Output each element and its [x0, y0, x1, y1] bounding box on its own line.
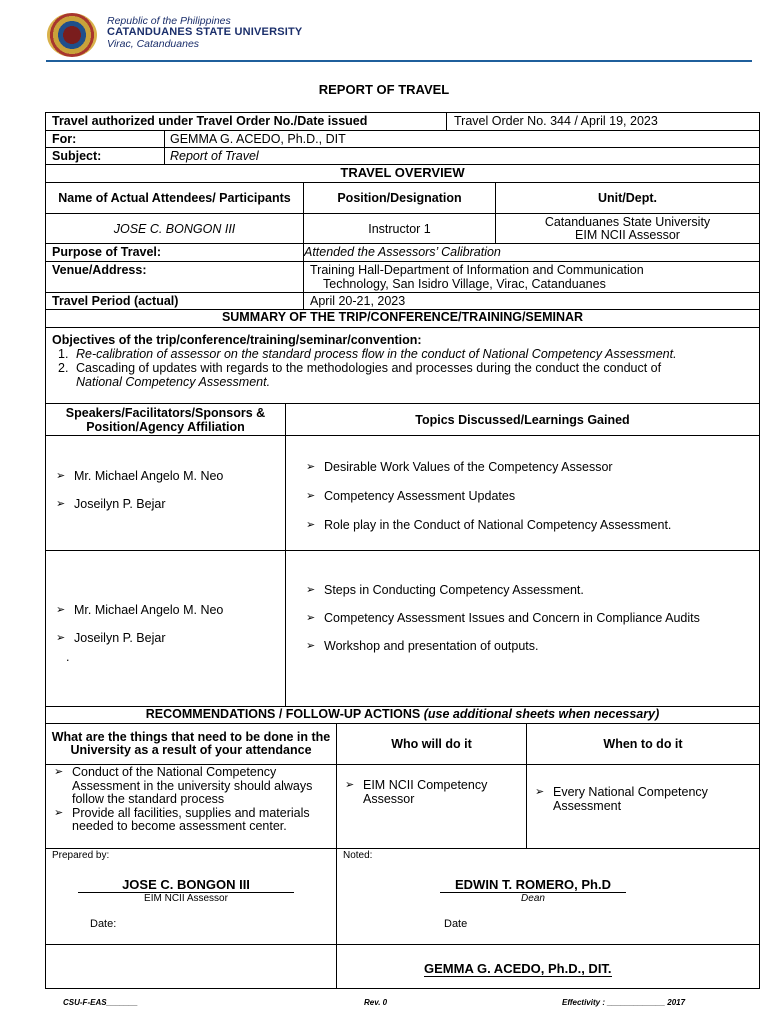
objectives-label: Objectives of the trip/conference/training/seminar/convention: — [52, 333, 422, 347]
block2-topics — [285, 551, 759, 706]
what-item: ➢ Provide all facilities, supplies and materials needed to become assessment center. — [54, 807, 326, 834]
what-item: ➢ Conduct of the National Competency Assessment in the university should always follow the standard process — [54, 766, 326, 807]
block2-speakers — [46, 551, 285, 706]
subject-label: Subject: — [52, 149, 102, 163]
objective-item-2: 2. Cascading of updates with regards to the methodologies and processes during the conduct the conduct of National Competency Assessment. — [58, 361, 662, 389]
unit-line2: EIM NCII Assessor — [575, 227, 680, 242]
what-items — [46, 765, 336, 848]
recommendations-header-row — [46, 724, 759, 765]
who-cell — [336, 765, 526, 848]
attendee-position: Instructor 1 — [303, 214, 495, 243]
topic-item: ➢ Competency Assessment Issues and Concern in Compliance Audits — [306, 611, 729, 625]
footer-form-code: CSU-F-EAS_______ — [63, 998, 138, 1007]
who-item: ➢ EIM NCII Competency Assessor — [345, 779, 516, 806]
recommendations-heading — [46, 707, 759, 724]
period-label: Travel Period (actual) — [52, 294, 179, 308]
travel-overview-heading: TRAVEL OVERVIEW — [46, 165, 759, 183]
venue-label: Venue/Address: — [52, 263, 147, 277]
topic-item: ➢ Role play in the Conduct of National Competency Assessment. — [306, 511, 759, 540]
overview-header-row — [46, 183, 759, 214]
speaker-item: ➢ Joseilyn P. Bejar — [56, 490, 285, 518]
objective-1-text: Re-calibration of assessor on the standard process flow in the conduct of National Competency Assessment. — [76, 347, 677, 361]
for-label: For: — [52, 132, 77, 146]
when-cell — [526, 765, 759, 848]
venue-row — [46, 262, 759, 293]
venue-line1: Training Hall-Department of Information and Communication — [310, 263, 644, 277]
header-republic: Republic of the Philippines — [107, 15, 231, 27]
travel-order-row — [46, 113, 759, 131]
attendee-unit — [495, 214, 759, 243]
footer-rev: Rev. 0 — [364, 998, 388, 1007]
noted-title: Dean — [521, 893, 545, 904]
for-row — [46, 131, 759, 148]
col-who: Who will do it — [336, 724, 526, 764]
footer-effectivity: Effectivity : _____________ 2017 — [562, 998, 686, 1007]
header-location: Virac, Catanduanes — [107, 38, 200, 50]
speaker-item: ➢ Mr. Michael Angelo M. Neo — [56, 596, 285, 624]
block1-topics — [285, 436, 759, 550]
topic-item: ➢ Workshop and presentation of outputs. — [306, 639, 729, 653]
col-attendees: Name of Actual Attendees/ Participants — [58, 191, 291, 205]
final-signature-row — [46, 945, 759, 988]
col-unit: Unit/Dept. — [495, 183, 759, 213]
purpose-label: Purpose of Travel: — [52, 245, 162, 259]
subject-row — [46, 148, 759, 165]
col-what: What are the things that need to be done in the University as a result of your attendance — [51, 730, 331, 757]
attendee-row — [46, 214, 759, 244]
prepared-label: Prepared by: — [52, 850, 110, 861]
recommendations-row — [46, 765, 759, 849]
topic-item: ➢ Desirable Work Values of the Competency Assessor — [306, 453, 759, 482]
purpose-row — [46, 244, 759, 262]
venue-value — [303, 262, 759, 292]
speakers-block-2 — [46, 551, 759, 707]
speakers-block-1 — [46, 436, 759, 551]
university-seal-logo — [47, 13, 97, 57]
objectives-block — [46, 328, 759, 404]
prepared-name: JOSE C. BONGON III — [78, 877, 294, 893]
report-table — [45, 112, 760, 989]
header-university: CATANDUANES STATE UNIVERSITY — [107, 26, 303, 38]
topic-item: ➢ Competency Assessment Updates — [306, 482, 759, 511]
col-topics: Topics Discussed/Learnings Gained — [285, 404, 759, 435]
objective-item-1: 1. Re-calibration of assessor on the standard process flow in the conduct of National Competency Assessment. — [58, 347, 677, 361]
date-label-right: Date — [444, 918, 468, 930]
speaker-item: ➢ Mr. Michael Angelo M. Neo — [56, 462, 285, 490]
travel-order-value: Travel Order No. 344 / April 19, 2023 — [446, 113, 759, 130]
block1-speakers — [46, 436, 285, 550]
subject-value: Report of Travel — [164, 148, 759, 164]
speakers-header-row — [46, 404, 759, 436]
unit-line1: Catanduanes State University — [544, 214, 711, 229]
period-row — [46, 293, 759, 310]
speaker-item: ➢ Joseilyn P. Bejar — [56, 624, 285, 652]
recommendations-heading-note: (use additional sheets when necessary) — [423, 707, 660, 721]
purpose-value: Attended the Assessors’ Calibration — [303, 244, 759, 261]
final-name: GEMMA G. ACEDO, Ph.D., DIT. — [424, 961, 612, 976]
header-divider — [46, 60, 752, 62]
venue-line2: Technology, San Isidro Village, Virac, Catanduanes — [323, 277, 606, 291]
period-value: April 20-21, 2023 — [303, 293, 759, 309]
travel-order-label: Travel authorized under Travel Order No./Date issued — [52, 114, 368, 128]
page-title: REPORT OF TRAVEL — [318, 82, 450, 97]
attendee-name: JOSE C. BONGON III — [113, 221, 236, 236]
final-left-cell — [46, 945, 336, 988]
col-speakers: Speakers/Facilitators/Sponsors & Position/Agency Affiliation — [65, 405, 266, 434]
noted-label: Noted: — [343, 850, 373, 861]
noted-name: EDWIN T. ROMERO, Ph.D — [440, 877, 626, 893]
col-when: When to do it — [526, 724, 759, 764]
col-position: Position/Designation — [303, 183, 495, 213]
objective-2-text-a: Cascading of updates with regards to the methodologies and processes during the conduct the conduct of — [76, 361, 662, 375]
stray-dot: . — [66, 650, 70, 664]
objective-2-text-b: National Competency Assessment. — [76, 375, 271, 389]
summary-heading: SUMMARY OF THE TRIP/CONFERENCE/TRAINING/SEMINAR — [46, 310, 759, 328]
date-label-left: Date: — [90, 918, 117, 930]
for-value: GEMMA G. ACEDO, Ph.D., DIT — [164, 131, 759, 147]
prepared-title: EIM NCII Assessor — [144, 893, 228, 904]
topic-item: ➢ Steps in Conducting Competency Assessment. — [306, 583, 729, 597]
recommendations-heading-text: RECOMMENDATIONS / FOLLOW-UP ACTIONS — [145, 707, 424, 721]
when-item: ➢ Every National Competency Assessment — [535, 786, 753, 813]
